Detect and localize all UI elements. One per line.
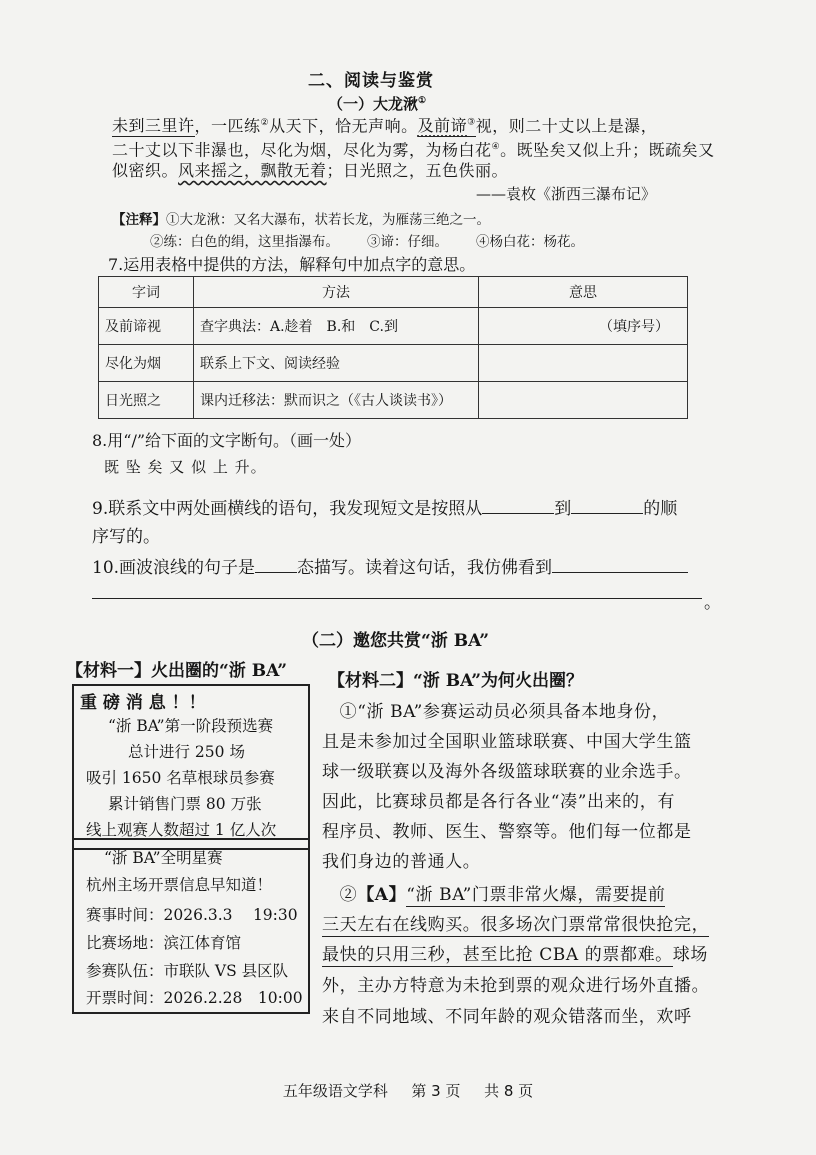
note-4: ④杨白花：杨花。 — [476, 234, 584, 250]
table-header: 字词 — [99, 277, 194, 308]
box-line: 累计销售门票 80 万张 — [108, 795, 262, 813]
m2-line: 来自不同地域、不同年龄的观众错落而坐，欢呼 — [322, 1007, 692, 1027]
m2-line: 我们身边的普通人。 — [322, 852, 481, 872]
section-title: 二、阅读与鉴赏 — [308, 71, 434, 91]
question-9 — [92, 494, 677, 519]
underlined-phrase-1: 未到三里许 — [112, 116, 195, 136]
box-line: “浙 BA”第一阶段预选赛 — [108, 717, 274, 735]
table-cell-method: 查字典法：A.趁着 B.和 C.到 — [194, 308, 479, 345]
m2-paragraph2-line3 — [322, 940, 708, 965]
m2-line: 球一级联赛以及海外各级篮球联赛的业余选手。 — [322, 762, 692, 782]
event-time: 赛事时间：2026.3.3 19:30 — [86, 906, 298, 924]
footer-subject: 五年级语文学科 — [282, 1082, 388, 1100]
passage-text: 似密织。 — [112, 161, 179, 180]
note-1: ①大龙湫：又名大瀑布，状若长龙，为雁荡三绝之一。 — [166, 212, 490, 228]
m2-line: 因此，比赛球员都是各行各业“凑”出来的，有 — [322, 792, 675, 812]
q10-text: 态描写。读着这句话，我仿佛看到 — [297, 558, 553, 578]
question-10 — [92, 553, 688, 578]
table-row — [99, 382, 688, 419]
method-table — [98, 276, 688, 419]
box-line: 总计进行 250 场 — [128, 743, 245, 761]
q10-end: 。 — [704, 593, 721, 613]
table-header-row — [99, 277, 688, 308]
passage-author: ——袁枚《浙西三瀑布记》 — [476, 185, 657, 203]
passage-text: ，一匹练 — [194, 116, 261, 136]
event-teams: 参赛队伍：市联队 VS 县区队 — [86, 962, 289, 980]
question-8: 8.用“/”给下面的文字断句。（画一处） — [92, 431, 362, 450]
passage-line-3 — [112, 159, 508, 183]
footnote-marker: ③ — [467, 118, 476, 128]
m2-line: 且是未参加过全国职业篮球联赛、中国大学生篮 — [322, 732, 692, 752]
event-venue: 比赛场地：滨江体育馆 — [86, 934, 242, 952]
q10-text: 10.画波浪线的句子是 — [92, 558, 256, 578]
m2-line: ①“浙 BA”参赛运动员必须具备本地身份， — [322, 702, 670, 722]
footer-total: 共 8 页 — [484, 1082, 534, 1100]
m2-paragraph2-line2 — [322, 910, 709, 935]
note-3: ③谛：仔细。 — [367, 234, 448, 250]
table-row — [99, 345, 688, 382]
answer-cell[interactable]: （填序号） — [479, 308, 688, 345]
footnote-marker: ① — [418, 96, 427, 106]
m2-text: 球场 — [672, 945, 708, 965]
passage-text: 二十丈以下非瀑也，尽化为烟，尽化为雾，为杨白花 — [112, 140, 492, 160]
box-line: “浙 BA”全明星赛 — [104, 849, 223, 867]
note-line-2 — [150, 230, 584, 250]
m2-line: 程序员、教师、医生、警察等。他们每一位都是 — [322, 822, 692, 842]
box-line: 吸引 1650 名草根球员参赛 — [86, 769, 275, 787]
material1-box — [72, 684, 310, 850]
table-row — [99, 308, 688, 345]
answer-blank[interactable] — [482, 497, 554, 514]
answer-cell[interactable] — [479, 382, 688, 419]
footnote-marker: ④ — [491, 142, 501, 152]
material1-title: 【材料一】火出圈的“浙 BA” — [66, 661, 288, 681]
footnote-marker: ② — [260, 118, 270, 128]
answer-line[interactable] — [92, 598, 702, 599]
passage-text: ；日光照之，五色佚丽。 — [326, 161, 509, 180]
passage-title-text: （一）大龙湫 — [328, 95, 419, 113]
q8-sentence: 既 坠 矣 又 似 上 升。 — [104, 458, 267, 476]
table-header: 意思 — [479, 277, 688, 308]
m2-line: 外，主办方特意为未抢到票的观众进行场外直播。 — [322, 976, 710, 996]
wavy-underlined-sentence: 风来摇之，飘散无着 — [178, 161, 327, 180]
answer-blank[interactable] — [571, 497, 643, 514]
underlined-sentence: “浙 BA”门票非常火爆，需要提前 — [406, 885, 666, 905]
box-line: 杭州主场开票信息早知道！ — [86, 876, 273, 894]
underlined-sentence: 最快的只用三秒，甚至比抢 CBA 的票都难。 — [322, 945, 673, 965]
table-cell-word: 及前谛视 — [99, 308, 194, 345]
note-line-1 — [112, 208, 490, 228]
passage-text: 视，则二十丈以上是瀑， — [475, 116, 658, 136]
question-9-continued: 序写的。 — [92, 527, 160, 547]
table-cell-word: 尽化为烟 — [99, 345, 194, 382]
page-footer — [0, 1080, 816, 1101]
m2-paragraph2-line1 — [322, 880, 665, 905]
passage-text: 。既坠矣又似上升；既疏矣又 — [500, 140, 715, 160]
q9-text: 的顺 — [643, 499, 678, 519]
q9-text: 到 — [554, 499, 572, 519]
ticket-time: 开票时间：2026.2.28 10:00 — [86, 989, 303, 1007]
material2-title: 【材料二】“浙 BA”为何火出圈？ — [328, 671, 584, 691]
note-2: ②练：白色的绢，这里指瀑布。 — [150, 234, 339, 250]
answer-blank[interactable] — [552, 556, 688, 573]
q9-text: 9.联系文中两处画横线的语句，我发现短文是按照从 — [92, 499, 483, 519]
notes-label: 【注释】 — [112, 212, 166, 228]
dotted-word: 及前谛 — [417, 116, 468, 136]
underlined-sentence: 三天左右在线购买。很多场次门票常常很快抢完， — [322, 915, 710, 935]
table-cell-method: 联系上下文、阅读经验 — [194, 345, 479, 382]
m2-text: ② — [322, 885, 358, 905]
table-header: 方法 — [194, 277, 479, 308]
passage-text: 从天下，恰无声响。 — [269, 116, 418, 136]
table-cell-method: 课内迁移法：默而识之（《古人谈读书》） — [194, 382, 479, 419]
answer-blank[interactable] — [255, 556, 297, 573]
text2-title: （二）邀您共赏“浙 BA” — [302, 631, 490, 651]
marker-a: 【A】 — [357, 885, 407, 905]
footer-page: 第 3 页 — [411, 1082, 461, 1100]
box-line: 线上观赛人数超过 1 亿人次 — [86, 821, 277, 839]
answer-cell[interactable] — [479, 345, 688, 382]
material1-box-2 — [72, 838, 310, 1014]
table-cell-word: 日光照之 — [99, 382, 194, 419]
question-7: 7.运用表格中提供的方法，解释句中加点字的意思。 — [108, 255, 476, 274]
box-headline: 重 磅 消 息 ！！ — [80, 693, 206, 713]
